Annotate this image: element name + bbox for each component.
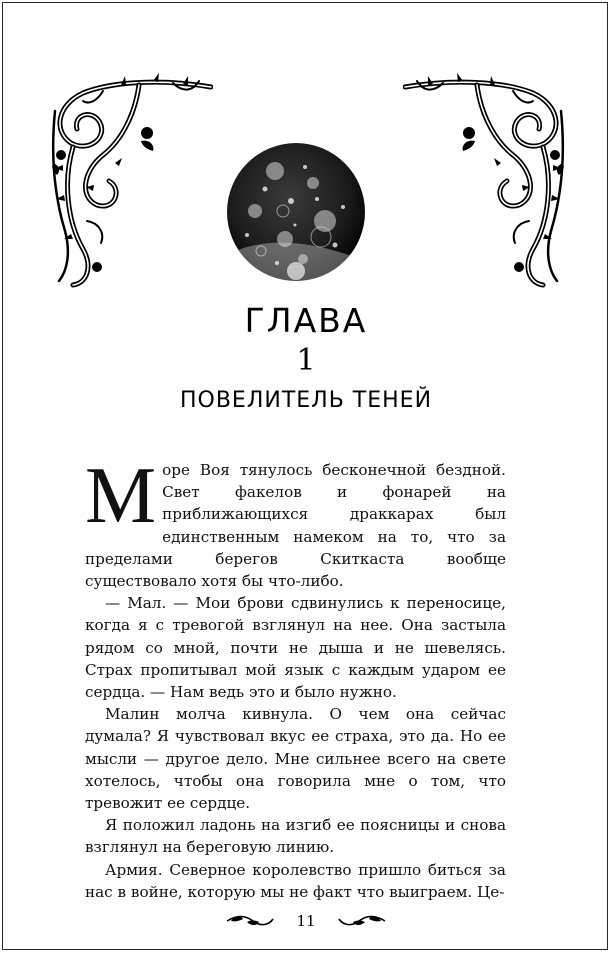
thorn-vine-ornament-right-icon xyxy=(403,71,573,296)
full-moon-icon xyxy=(225,141,367,283)
body-text xyxy=(85,452,506,903)
paragraph: Армия. Северное королевство пришло биться за нас в войне, которую мы не факт что выиграем. Це- xyxy=(85,860,506,901)
page-footer xyxy=(3,909,609,933)
paragraph: Малин молча кивнула. О чем она сейчас думала? Я чувствовал вкус ее страха, это да. Но ее мысли — другое дело. Мне сильнее всего на свете хотелось, чтобы она говорила мне о том, что тревожит ее сердце. xyxy=(85,705,506,813)
paragraph: Я положил ладонь на изгиб ее поясницы и снова взглянул на береговую линию. xyxy=(85,816,506,857)
paragraph: — Мал. — Мои брови сдвинулись к переносице, когда я с тревогой взглянул на нее. Она застыла рядом со мной, почти не дыша и не шевелясь. Страх пропитывал мой язык с каждым ударом ее сердца. — Нам ведь это и было нужно. xyxy=(85,594,506,702)
thorn-vine-ornament-left-icon xyxy=(43,71,213,296)
page-number: 11 xyxy=(296,912,316,930)
book-page xyxy=(2,2,608,950)
drop-cap: М xyxy=(85,452,157,540)
chapter-title: ПОВЕЛИТЕЛЬ ТЕНЕЙ xyxy=(179,388,433,413)
paragraph: Море Воя тянулось бесконечной бездной. Свет факелов и фонарей на приближающихся драккарах был единственным намеком на то, что за пределами берегов Скиткаста вообще существовало хотя бы что-либо. xyxy=(85,452,506,591)
chapter-label: ГЛАВА xyxy=(244,301,368,340)
fleuron-right-icon xyxy=(337,913,387,929)
chapter-number: 1 xyxy=(296,343,316,378)
